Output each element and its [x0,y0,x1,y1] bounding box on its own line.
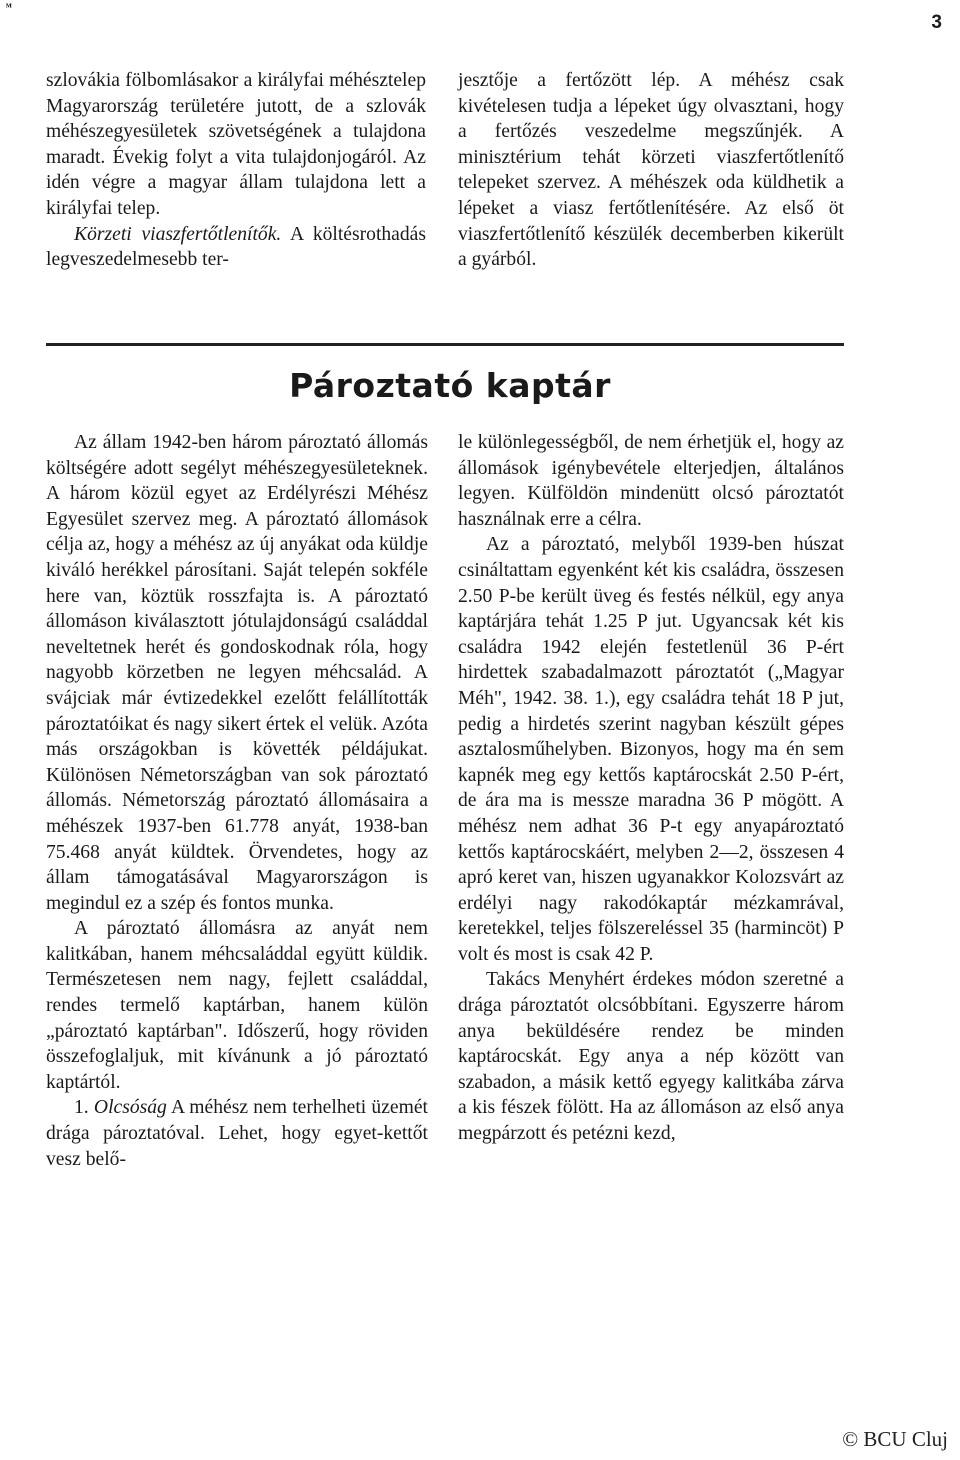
bottom-left-column [46,430,428,1172]
corner-mark: ᴹ [6,2,12,13]
bottom-left-paragraph-2: A pároztató állomásra az anyát nem kalitkában, hanem méhcsaláddal együtt küldik. Természetesen nem nagy, fejlett családdal, rendes termelő kaptárban, hanem külön „pároztató kaptárban". Időszerű, hogy röviden összefoglaljuk, mit kívánunk a jó pároztató kaptártól. [46,918,428,1093]
copyright-notice: © BCU Cluj [842,1427,948,1451]
top-right-column [458,68,844,273]
top-left-paragraph-2-text: A költésrothadás legveszedelmesebb ter- [46,223,426,271]
section-divider [46,343,844,346]
bottom-right-paragraph-1: le különlegességből, de nem érhetjük el, hogy az állomások igénybevétele elterjedjen, általános legyen. Külföldön mindenütt olcsó pároztatót használnak erre a célra. [458,432,844,530]
list-number: 1. [74,1097,94,1119]
bottom-right-paragraph-2: Az a pároztató, melyből 1939-ben húszat csináltattam egyenként két kis családra, összesen 2.50 P-be került üveg és festés nélkül, egy anya kaptárjára tehát 1.25 P jut. Ugyancsak két kis családra 1942 elején festetlenül 36 P-ért hirdettek szabadalmazott pároztatót („Magyar Méh", 1942. 38. 1.), egy családra tehát 18 P jut, pedig a hirdetés szerint nagyban készült gépes asztalosműhelyben. Bizonyos, hogy ma én sem kapnék meg egy kettős kaptárocskát 2.50 P-ért, de ára ma is messze maradna 36 P mögött. A méhész nem adhat 36 P-t egy anyapároztató kettős kaptárocskáért, melyben 2—2, összesen 4 apró keret van, hiszen ugyanakkor Kolozsvárt az erdélyi nagy rakodókaptár mézkamrával, keretekkel, teljes fölszereléssel 35 (harmincöt) P volt és most is csak 42 P. [458,534,844,965]
article-headline: Pároztató kaptár [289,366,611,405]
bottom-right-paragraph-3: Takács Menyhért érdekes módon szeretné a drága pároztatót olcsóbbítani. Egyszerre három anya beküldésére rendez be minden kaptárocskát. Egy anya a nép között van szabadon, a másik kettő egyegy kalitkába zárva a kis fészek fölött. Ha az állomáson az első anya megpárzott és petézni kezd, [458,969,844,1145]
section-title-viasz: Körzeti viaszfertőtlenítők. [74,223,282,245]
page-number: 3 [931,12,942,33]
bottom-left-paragraph-3-text: A méhész nem terhelheti üzemét drága pároztatóval. Lehet, hogy egyet-kettőt vesz belő- [46,1097,428,1170]
top-right-paragraph-1: jesztője a fertőzött lép. A méhész csak kivételesen tudja a lépeket úgy olvasztani, hogy a fertőzés veszedelme megszűnjék. A minisztérium tehát körzeti viaszfertőtlenítő telepeket szervez. A méhészek oda küldhetik a lépeket a viasz fertőtlenítésére. Az első öt viaszfertőtlenítő készülék decemberben kikerült a gyárból. [458,70,844,271]
top-left-paragraph-2 [46,222,426,273]
bottom-left-paragraph-1: Az állam 1942-ben három pároztató állomás költségére adott segélyt méhészegyesületeknek. A három közül egyet az Erdélyrészi Méhész Egyesület szervez meg. A pároztató állomások célja az, hogy a méhész az új anyákat oda küldje kiváló herékkel párosítani. Saját telepén sokféle here van, köztük rosszfajta is. A pároztató állomáson kiválasztott jótulajdonságú családdal neveltetnek herét és gondoskodnak róla, hogy nagyobb körzetben ne legyen méhcsalád. A svájciak már évtizedekkel ezelőtt felállították pároztatóikat és nagy sikert értek el velük. Azóta más országokban is követték példájukat. Különösen Németországban van sok pároztató állomás. Németország pároztató állomásaira a méhészek 1937-ben 61.778 anyát, 1938-ban 75.468 anyát küldtek. Örvendetes, hogy az állam támogatásával Magyarországon is megindul ez a szép és fontos munka. [46,432,428,914]
top-left-column [46,68,426,273]
bottom-right-column [458,430,844,1147]
list-title-olcsosag: Olcsóság [93,1097,167,1119]
bottom-left-paragraph-3 [46,1095,428,1172]
top-left-paragraph-1: szlovákia fölbomlásakor a királyfai méhésztelep Magyarország területére jutott, de a szlovák méhészegyesületek szövetségének a tulajdona maradt. Évekig folyt a vita tulajdonjogáról. Az idén végre a magyar állam tulajdona lett a királyfai telep. [46,70,426,219]
